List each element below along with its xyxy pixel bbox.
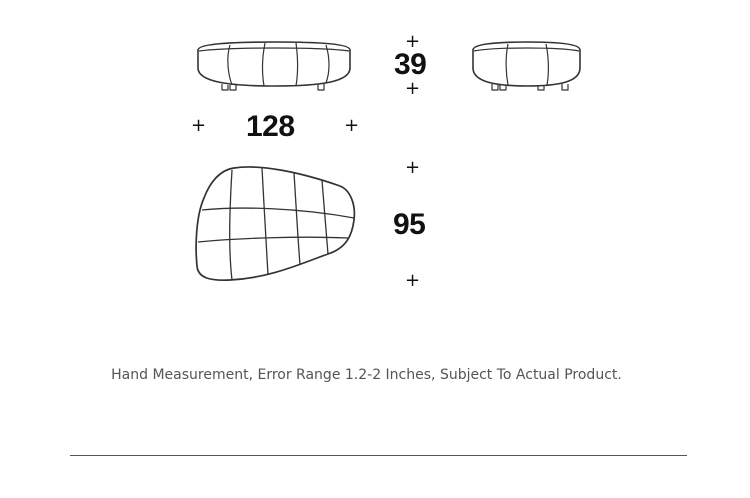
divider-line	[70, 455, 687, 456]
height-value: 39	[394, 48, 427, 81]
ottoman-front-view	[190, 38, 360, 94]
depth-top-marker: +	[405, 157, 421, 178]
ottoman-side-view	[466, 38, 590, 94]
width-value: 128	[246, 110, 295, 143]
depth-value: 95	[393, 208, 426, 241]
depth-bottom-marker: +	[405, 270, 421, 291]
height-top-marker: +	[405, 31, 421, 52]
width-left-marker: +	[191, 115, 207, 136]
height-bottom-marker: +	[405, 78, 421, 99]
width-right-marker: +	[344, 115, 360, 136]
ottoman-top-view	[190, 160, 365, 288]
measurement-note: Hand Measurement, Error Range 1.2-2 Inches, Subject To Actual Product.	[111, 367, 622, 383]
